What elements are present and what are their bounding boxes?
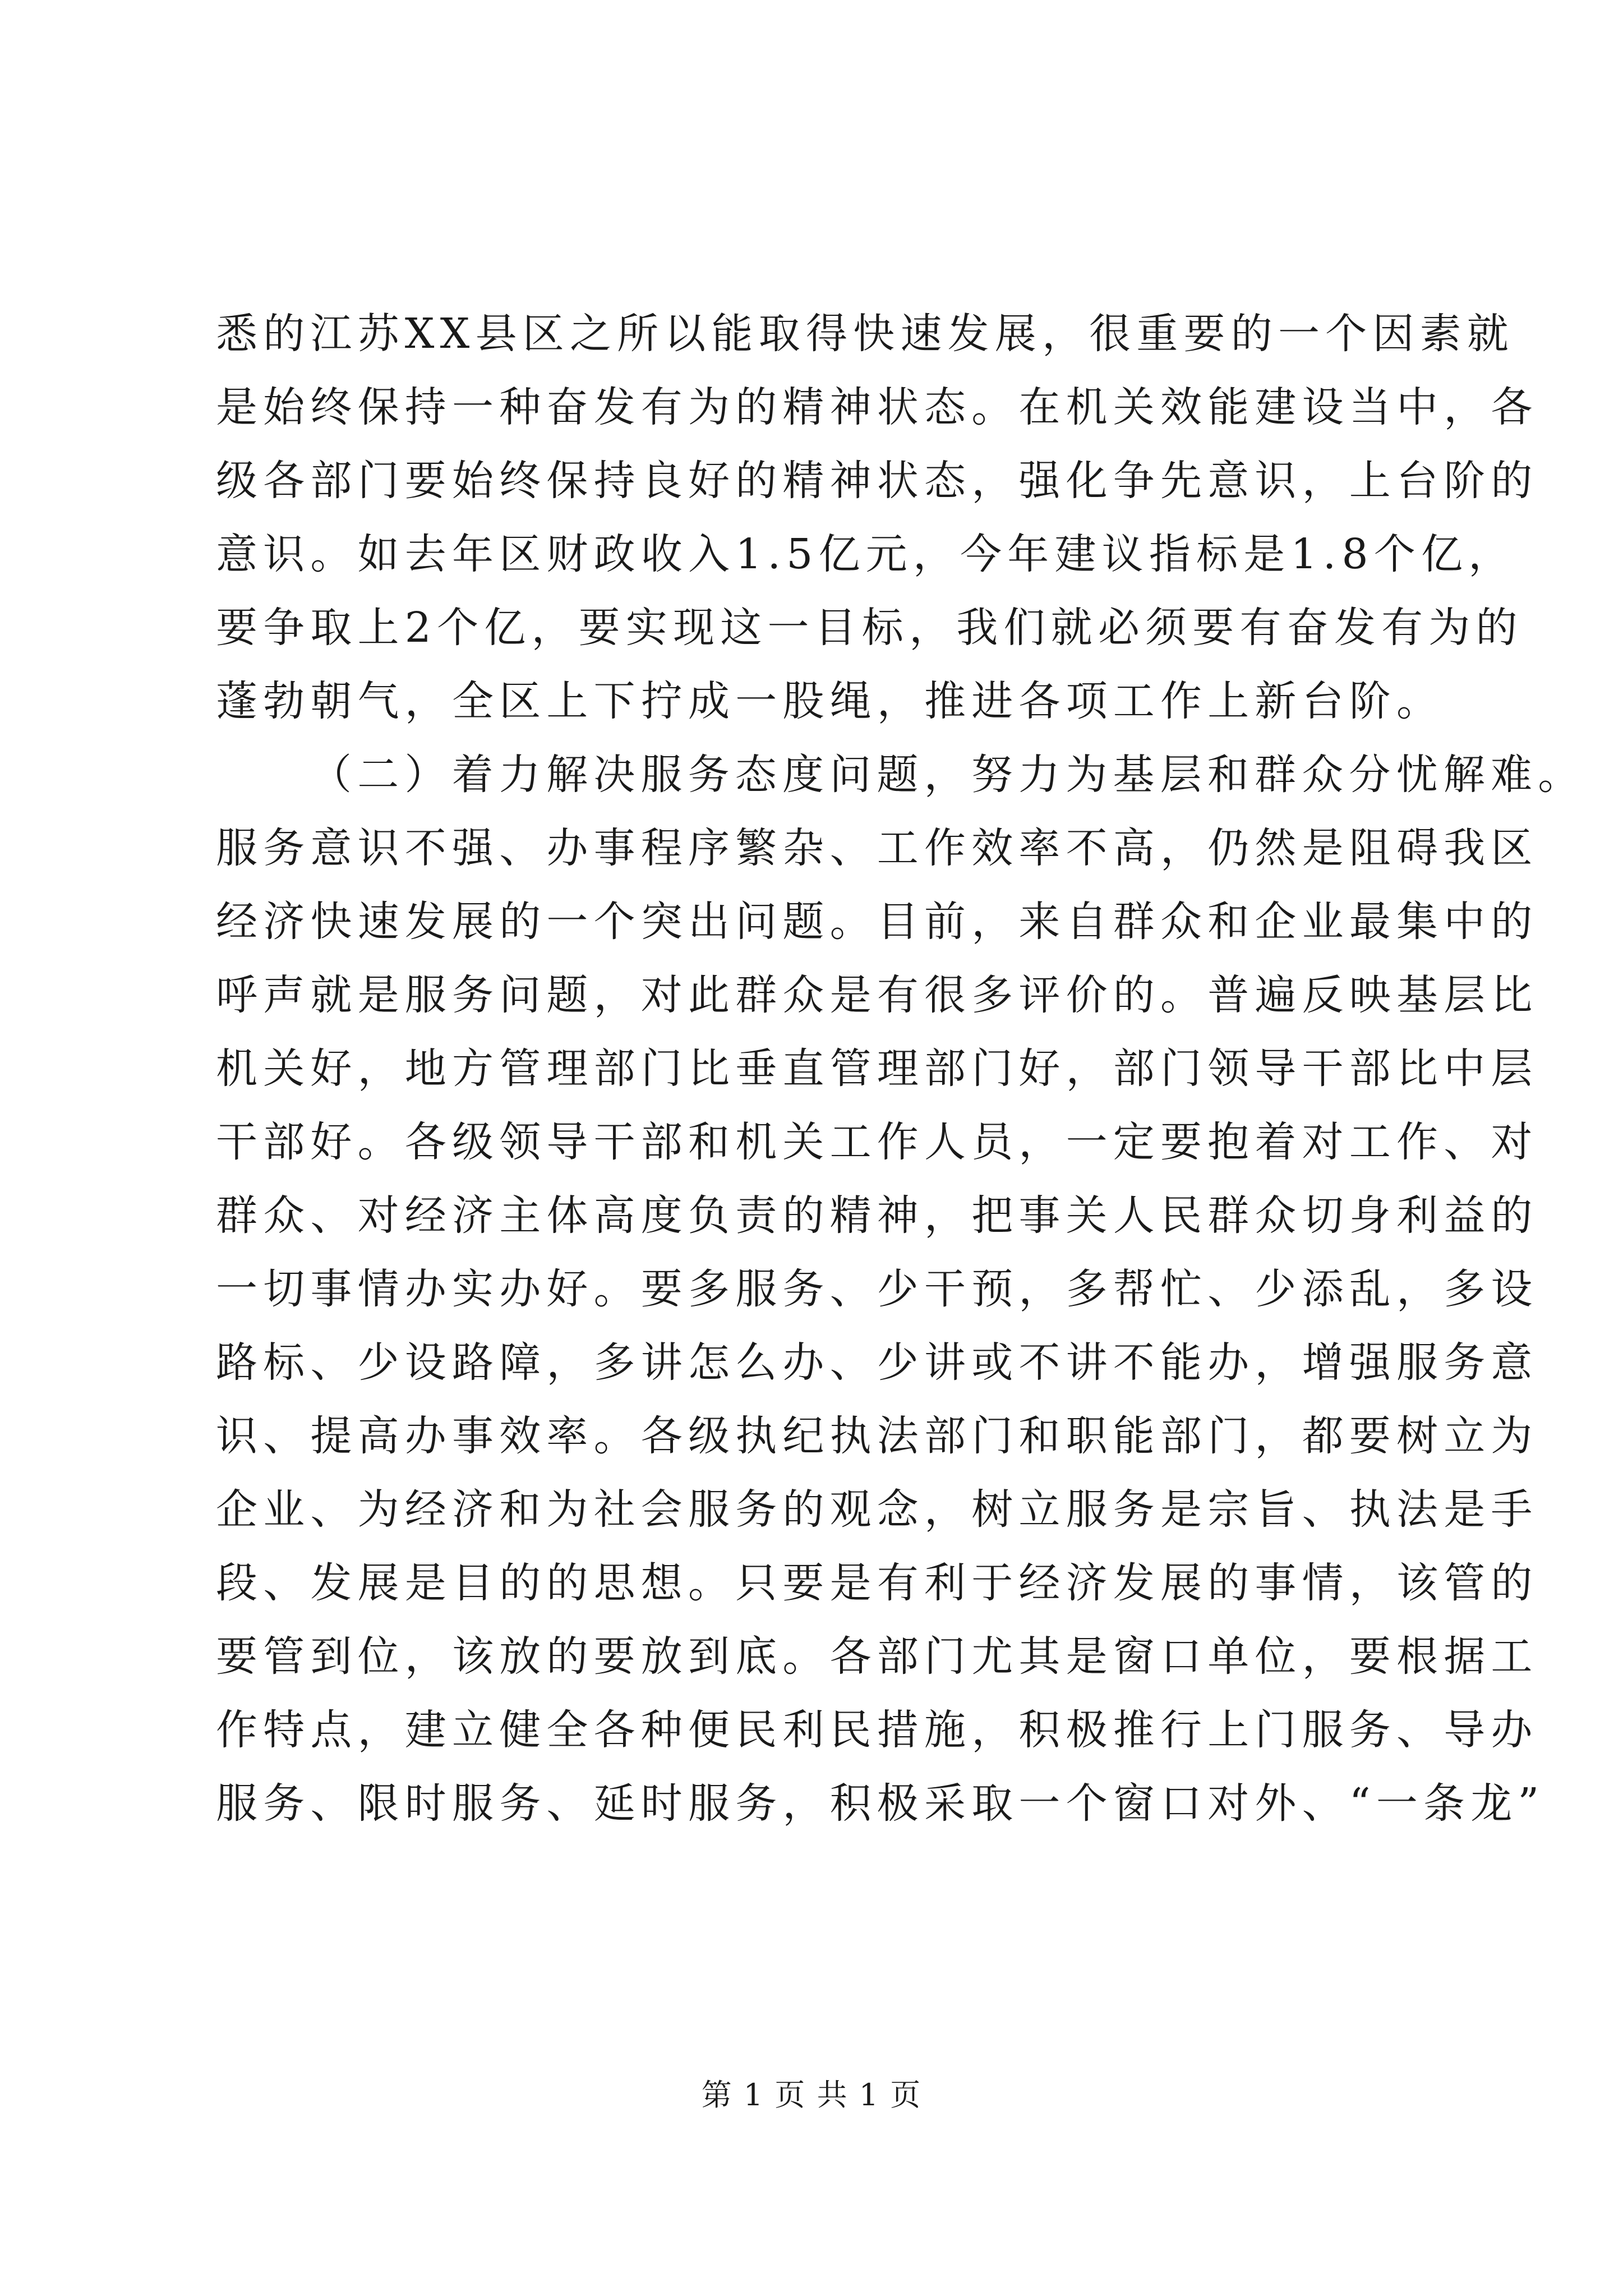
text-line: 机关好，地方管理部门比垂直管理部门好，部门领导干部比中层 [216, 1045, 1538, 1093]
text-line: 是始终保持一种奋发有为的精神状态。在机关效能建设当中，各 [216, 383, 1538, 431]
text-line: 经济快速发展的一个突出问题。目前，来自群众和企业最集中的 [216, 898, 1538, 946]
text-line: 要争取上2个亿，要实现这一目标，我们就必须要有奋发有为的 [216, 604, 1523, 652]
section-heading-line: （二）着力解决服务态度问题，努力为基层和群众分忧解难。 [310, 751, 1585, 799]
text-line: 要管到位，该放的要放到底。各部门尤其是窗口单位，要根据工 [216, 1632, 1538, 1681]
text-line: 意识。如去年区财政收入1.5亿元，今年建议指标是1.8个亿， [216, 530, 1516, 578]
page-number: 第 1 页 共 1 页 [701, 2077, 922, 2113]
text-line: 服务、限时服务、延时服务，积极采取一个窗口对外、“一条龙” [216, 1779, 1545, 1828]
text-line: 段、发展是目的的思想。只要是有利于经济发展的事情，该管的 [216, 1559, 1538, 1607]
text-line: 路标、少设路障，多讲怎么办、少讲或不讲不能办，增强服务意 [216, 1338, 1538, 1387]
text-line: 级各部门要始终保持良好的精神状态，强化争先意识，上台阶的 [216, 457, 1538, 505]
text-line: 呼声就是服务问题，对此群众是有很多评价的。普遍反映基层比 [216, 971, 1538, 1019]
text-line: 悉的江苏XX县区之所以能取得快速发展，很重要的一个因素就 [216, 310, 1514, 358]
text-line: 干部好。各级领导干部和机关工作人员，一定要抱着对工作、对 [216, 1118, 1538, 1166]
document-body [216, 297, 1585, 1841]
page-footer [0, 2076, 1623, 2115]
text-line: 蓬勃朝气，全区上下拧成一股绳，推进各项工作上新台阶。 [216, 677, 1444, 725]
text-line: 群众、对经济主体高度负责的精神，把事关人民群众切身利益的 [216, 1191, 1538, 1240]
text-line: 服务意识不强、办事程序繁杂、工作效率不高，仍然是阻碍我区 [216, 824, 1538, 872]
text-line: 作特点，建立健全各种便民利民措施，积极推行上门服务、导办 [216, 1706, 1538, 1754]
text-line: 一切事情办实办好。要多服务、少干预，多帮忙、少添乱，多设 [216, 1265, 1538, 1313]
text-line: 识、提高办事效率。各级执纪执法部门和职能部门，都要树立为 [216, 1412, 1538, 1460]
text-line: 企业、为经济和为社会服务的观念，树立服务是宗旨、执法是手 [216, 1485, 1538, 1534]
